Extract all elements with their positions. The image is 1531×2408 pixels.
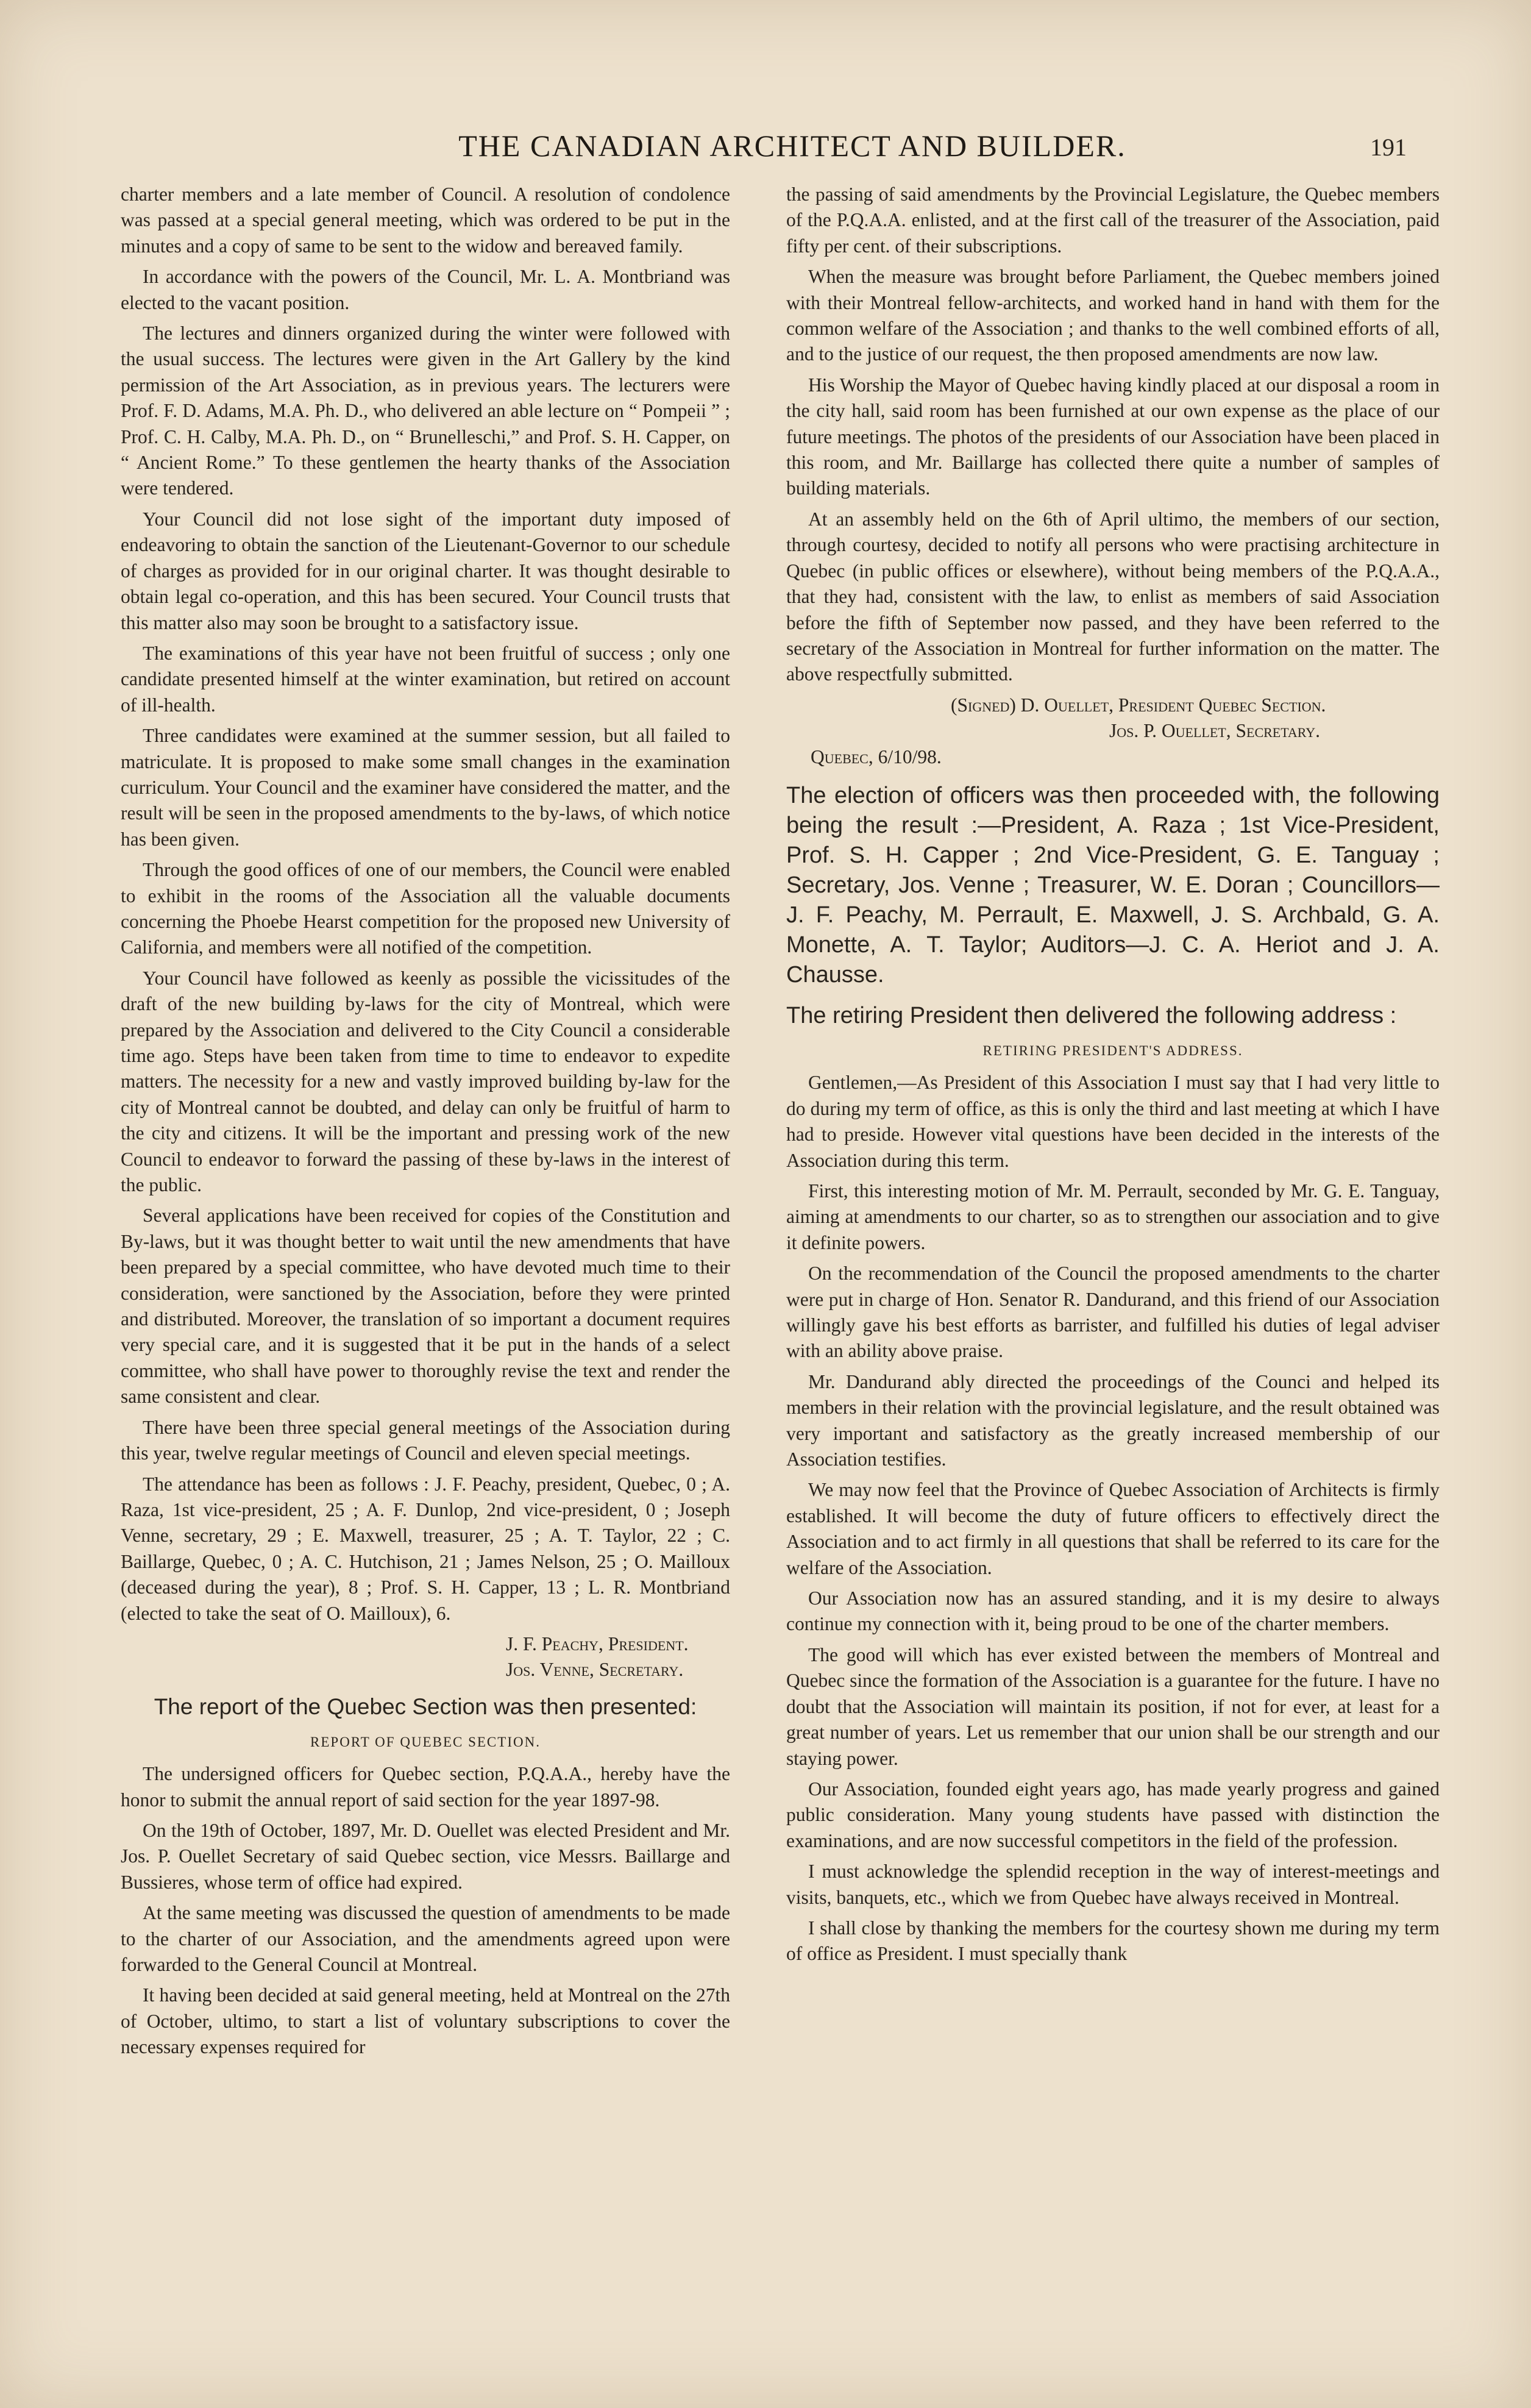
paragraph: Three candidates were examined at the summer session, but all failed to matriculate. It is proposed to make some small changes in the examination curriculum. Your Council and the examiner have considered the matter, and the result will be seen in the proposed amendments to the by-laws, of which notice has been given. (121, 725, 730, 850)
paragraph: Your Council have followed as keenly as possible the vicissitudes of the draft of the new building by-laws for the city of Montreal, which were prepared by the Association and delivered to the City Council a considerable time ago. Steps have been taken from time to time to endeavor to expedite matters. The necessity for a new and vastly improved building by-law for the city of Montreal cannot be doubted, and delay can only be fruitful of harm to the city and citizens. It will be the important and pressing work of the new Council to endeavor to forward the passing of these by-laws in the interest of the public. (121, 967, 730, 1196)
signature-president: J. F. Peachy, President. (506, 1633, 689, 1655)
paragraph: The attendance has been as follows : J. F. Peachy, president, Quebec, 0 ; A. Raza, 1st vice-president, 25 ; A. F. Dunlop, 2nd vice-president, 0 ; Joseph Venne, secretary, 29 ; E. Maxwell, treasurer, 25 ; A. T. Taylor, 22 ; C. Baillarge, Quebec, 0 ; A. C. Hutchison, 21 ; James Nelson, 25 ; O. Mailloux (deceased during the year), 8 ; Prof. S. H. Capper, 13 ; L. R. Montbriand (elected to take the seat of O. Mailloux), 6. (121, 1473, 730, 1624)
paragraph: On the recommendation of the Council the proposed amendments to the charter were put in charge of Hon. Senator R. Dandurand, and this friend of our Association willingly gave his best efforts as barrister, and fulfilled his duties of legal adviser with an ability above praise. (786, 1263, 1440, 1362)
paragraph: When the measure was brought before Parliament, the Quebec members joined with their Montreal fellow-architects, and worked hand in hand with them for the common welfare of the Association ; and thanks to the well combined efforts of all, and to the justice of our request, the then proposed amendments are now law. (786, 266, 1440, 365)
page-number: 191 (1370, 134, 1407, 161)
paragraph: the passing of said amendments by the Provincial Legislature, the Quebec members of the P.Q.A.A. enlisted, and at the first call of the treasurer of the Association, paid fifty per cent. of their subscriptions. (786, 183, 1440, 257)
paragraph: The good will which has ever existed between the members of Montreal and Quebec since the formation of the Association is a guarantee for the future. I have no doubt that the Association will maintain its position, if not for ever, at least for a great number of years. Let us remember that our union shall be our strength and our staying power. (786, 1644, 1440, 1769)
election-paragraph: The election of officers was then proceeded with, the following being the result :—President, A. Raza ; 1st Vice-President, Prof. S. H. Capper ; 2nd Vice-President, G. E. Tanguay ; Secretary, Jos. Venne ; Treasurer, W. E. Doran ; Councillors—J. F. Peachy, M. Perrault, E. Maxwell, J. S. Archbald, G. A. Monette, A. T. Taylor; Auditors—J. C. A. Heriot and J. A. Chausse. (786, 782, 1440, 988)
running-header (0, 128, 1531, 165)
paragraph: The lectures and dinners organized during the winter were followed with the usual success. The lectures were given in the Art Gallery by the kind permission of the Art Association, as in previous years. The lecturers were Prof. F. D. Adams, M.A. Ph. D., who delivered an able lecture on “ Pompeii ” ; Prof. C. H. Calby, M.A. Ph. D., on “ Brunelleschi,” and Prof. S. H. Capper, on “ Ancient Rome.” To these gentlemen the hearty thanks of the Association were tendered. (121, 322, 730, 499)
paragraph: Mr. Dandurand ably directed the proceedings of the Counci and helped its members in their relation with the provincial legislature, and the result obtained was very important and satisfactory as the greatly increased membership of our Association testifies. (786, 1370, 1440, 1470)
paragraph: At the same meeting was discussed the question of amendments to be made to the charter of our Association, and the amendments agreed upon were forwarded to the General Council at Montreal. (121, 1902, 730, 1975)
paragraph: On the 19th of October, 1897, Mr. D. Ouellet was elected President and Mr. Jos. P. Ouellet Secretary of said Quebec section, vice Messrs. Baillarge and Bussieres, whose term of office had expired. (121, 1819, 730, 1893)
paragraph: Our Association, founded eight years ago, has made yearly progress and gained public consideration. Many young students have passed with distinction the examinations, and are now successful competitors in the field of the profession. (786, 1778, 1440, 1851)
left-column (121, 182, 730, 2065)
paragraph: His Worship the Mayor of Quebec having kindly placed at our disposal a room in the city hall, said room has been furnished at our own expense as the place of our future meetings. The photos of the presidents of our Association have been placed in this room, and Mr. Baillarge has collected there quite a number of samples of building materials. (786, 374, 1440, 499)
paragraph: Several applications have been received for copies of the Constitution and By-laws, but it was thought better to wait until the new amendments that have been prepared by a special committee, who have devoted much time to their consideration, were sanctioned by the Association, before they were printed and distributed. Moreover, the translation of so important a document requires very special care, and it is suggested that it be put in the hands of a select committee, who shall have power to thoroughly revise the text and render the same consistent and clear. (121, 1205, 730, 1408)
report-subhead: REPORT OF QUEBEC SECTION. (310, 1734, 541, 1750)
signature-secretary: Jos. P. Ouellet, Secretary. (1109, 720, 1321, 742)
journal-title: THE CANADIAN ARCHITECT AND BUILDER. (458, 129, 1126, 163)
paragraph: Our Association now has an assured standing, and it is my desire to always continue my connection with it, being proud to be one of the charter members. (786, 1587, 1440, 1635)
dateline: Quebec, 6/10/98. (811, 746, 942, 768)
paragraph: There have been three special general meetings of the Association during this year, twelve regular meetings of Council and eleven special meetings. (121, 1416, 730, 1464)
paragraph: The examinations of this year have not been fruitful of success ; only one candidate presented himself at the winter examination, but retired on account of ill-health. (121, 642, 730, 716)
signature-president: (Signed) D. Ouellet, President Quebec Section. (951, 694, 1326, 716)
paragraph: charter members and a late member of Council. A resolution of condolence was passed at a special general meeting, which was ordered to be put in the minutes and a copy of same to be sent to the widow and bereaved family. (121, 183, 730, 257)
right-column (786, 182, 1440, 1972)
section-heading: The report of the Quebec Section was then presented: (154, 1694, 697, 1719)
signature-block (786, 693, 1440, 770)
paragraph: It having been decided at said general meeting, held at Montreal on the 27th of October, ultimo, to start a list of voluntary subscriptions to cover the necessary expenses required for (121, 1984, 730, 2058)
paragraph: Through the good offices of one of our members, the Council were enabled to exhibit in the rooms of the Association all the valuable documents concerning the Phoebe Hearst competition for the proposed new University of California, and members were all notified of the competition. (121, 859, 730, 958)
paragraph: First, this interesting motion of Mr. M. Perrault, seconded by Mr. G. E. Tanguay, aiming at amendments to our charter, so as to strengthen our association and to give it definite powers. (786, 1180, 1440, 1253)
signature-block (121, 1631, 730, 1683)
address-subhead: RETIRING PRESIDENT'S ADDRESS. (982, 1042, 1243, 1058)
paragraph: We may now feel that the Province of Quebec Association of Architects is firmly established. It will become the duty of future officers to effectively direct the Association and to act firmly in all questions that shall be referred to its care for the welfare of the Association. (786, 1479, 1440, 1578)
signature-secretary: Jos. Venne, Secretary. (506, 1659, 684, 1681)
paragraph: The undersigned officers for Quebec section, P.Q.A.A., hereby have the honor to submit the annual report of said section for the year 1897-98. (121, 1763, 730, 1811)
paragraph: At an assembly held on the 6th of April ultimo, the members of our section, through courtesy, decided to notify all persons who were practising architecture in Quebec (in public offices or elsewhere), without being members of the P.Q.A.A., that they had, consistent with the law, to enlist as members of said Association before the fifth of September now passed, and they have been referred to the secretary of the Association in Montreal for further information on the matter. The above respectfully submitted. (786, 508, 1440, 685)
paragraph: I must acknowledge the splendid reception in the way of interest-meetings and visits, banquets, etc., which we from Quebec have always received in Montreal. (786, 1861, 1440, 1908)
paragraph: Your Council did not lose sight of the important duty imposed of endeavoring to obtain the sanction of the Lieutenant-Governor to our schedule of charges as provided for in our original charter. It was thought desirable to obtain legal co-operation, and this has been secured. Your Council trusts that this matter also may soon be brought to a satisfactory issue. (121, 508, 730, 633)
paragraph: In accordance with the powers of the Council, Mr. L. A. Montbriand was elected to the vacant position. (121, 266, 730, 313)
paragraph: Gentlemen,—As President of this Association I must say that I had very little to do during my term of office, as this is only the third and last meeting at which I have had to preside. However vital questions have been decided in the interests of the Association during this term. (786, 1072, 1440, 1171)
paragraph: I shall close by thanking the members for the courtesy shown me during my term of office as President. I must specially thank (786, 1917, 1440, 1965)
retiring-intro: The retiring President then delivered the following address : (786, 1002, 1397, 1028)
